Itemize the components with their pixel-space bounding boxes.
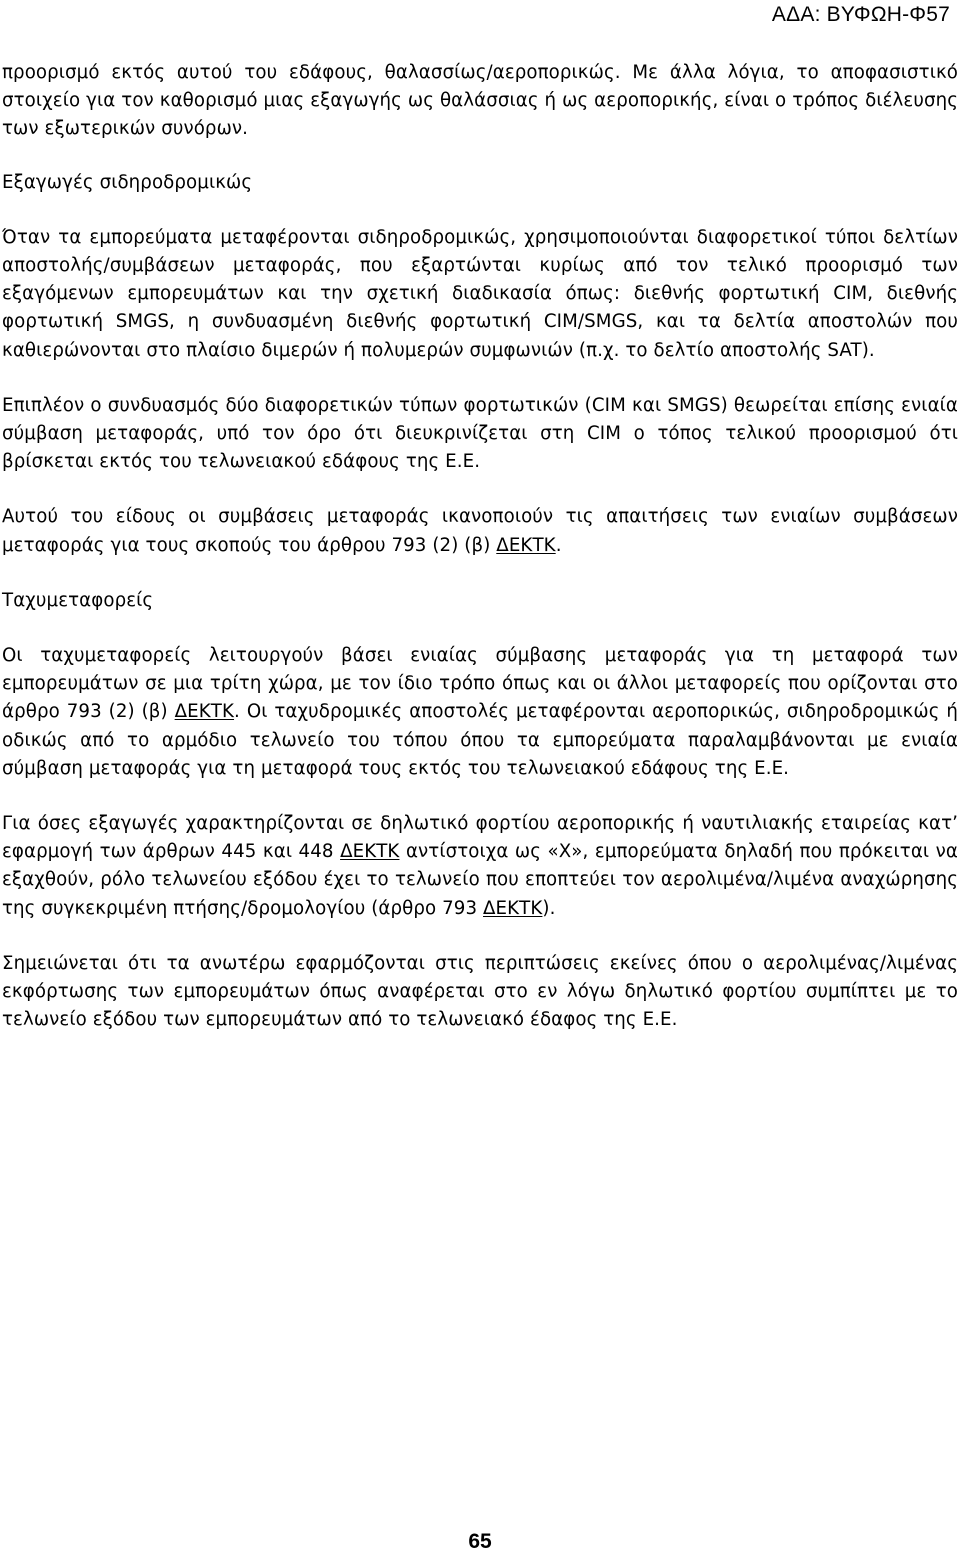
- paragraph-text: ).: [542, 897, 556, 919]
- paragraph-couriers: [2, 642, 958, 783]
- paragraph-text: .: [555, 534, 562, 556]
- dektk-reference: ΔΕΚΤΚ: [483, 897, 543, 919]
- document-ada-code: ΑΔΑ: ΒΥΦΩΗ-Φ57: [771, 3, 950, 26]
- document-body: [2, 59, 958, 1061]
- paragraph-text: Για όσες εξαγωγές χαρακτηρίζονται σε δηλωτικό φορτίου αεροπορικής ή ναυτιλιακής εταιρείας κατ’ εφαρμογή των άρθρων 445 και 448: [2, 813, 958, 863]
- paragraph-text: Αυτού του είδους οι συμβάσεις μεταφοράς ικανοποιούν τις απαιτήσεις των ενιαίων συμβάσεων μεταφοράς για τους σκοπούς του άρθρου 793 (2) (β): [2, 506, 958, 556]
- dektk-reference: ΔΕΚΤΚ: [496, 534, 556, 556]
- paragraph-export-border-crossing: προορισμό εκτός αυτού του εδάφους, θαλασσίως/αεροπορικώς. Με άλλα λόγια, το αποφασιστικό στοιχείο για τον καθορισμό μιας εξαγωγής ως θαλάσσιας ή ως αεροπορικής, είναι ο τρόπος διέλευσης των εξωτερικών συνόρων.: [2, 62, 958, 140]
- paragraph-text: . Οι ταχυδρομικές αποστολές μεταφέρονται αεροπορικώς, σιδηροδρομικώς ή οδικώς από το αρμόδιο τελωνείο του τόπου όπου τα εμπορεύματα παραλαμβάνονται με ενιαία σύμβαση μεταφοράς για τη μεταφορά τους εκτός του τελωνειακού εδάφους της Ε.Ε.: [2, 701, 958, 779]
- paragraph-cargo-manifest-exports: [2, 810, 958, 923]
- dektk-reference: ΔΕΚΤΚ: [174, 701, 235, 723]
- section-heading-rail-exports: Εξαγωγές σιδηροδρομικώς: [2, 171, 253, 193]
- paragraph-unloading-note: Σημειώνεται ότι τα ανωτέρω εφαρμόζονται στις περιπτώσεις εκείνες όπου ο αερολιμένας/λιμένας εκφόρτωσης των εμπορευμάτων όπως αναφέρεται στο εν λόγω δηλωτικό φορτίου συμπίπτει με το τελωνείο εξόδου των εμπορευμάτων από το τελωνειακό έδαφος της Ε.Ε.: [2, 952, 958, 1031]
- paragraph-single-contract-requirements: [2, 503, 958, 559]
- paragraph-text: αντίστοιχα ως «Χ», εμπορεύματα δηλαδή που πρόκειται να εξαχθούν, ρόλο τελωνείου εξόδου έχει το τελωνείο που εποπτεύει τον αερολιμένα/λιμένα αναχώρησης της συγκεκριμένη πτήσης/δρομολογίου (άρθρο 793: [2, 841, 959, 919]
- paragraph-text: Οι ταχυμεταφορείς λειτουργούν βάσει ενιαίας σύμβασης μεταφοράς για τη μεταφορά των εμπορευμάτων σε μια τρίτη χώρα, με τον ίδιο τρόπο όπως και οι άλλοι μεταφορείς που ορίζονται στο άρθρο 793 (2) (β): [2, 645, 958, 723]
- page-number: 65: [468, 1530, 492, 1553]
- dektk-reference: ΔΕΚΤΚ: [340, 841, 400, 863]
- section-heading-couriers: Ταχυμεταφορείς: [2, 589, 154, 611]
- paragraph-cim-smgs-combination: Επιπλέον ο συνδυασμός δύο διαφορετικών τύπων φορτωτικών (CIM και SMGS) θεωρείται επίσης ενιαία σύμβαση μεταφοράς, υπό τον όρο ότι διευκρινίζεται στη CIM ο τόπος τελικού προορισμού ότι βρίσκεται εκτός του τελωνειακού εδάφους της Ε.Ε.: [2, 394, 958, 473]
- paragraph-rail-consignment-notes: Όταν τα εμπορεύματα μεταφέρονται σιδηροδρομικώς, χρησιμοποιούνται διαφορετικοί τύποι δελτίων αποστολής/συμβάσεων μεταφοράς, που εξαρτώνται κυρίως από τον τελικό προορισμό των εξαγόμενων εμπορευμάτων και την σχετική διαδικασία όπως: διεθνής φορτωτική CIM, διεθνής φορτωτική SMGS, η συνδυασμένη διεθνής φορτωτική CIM/SMGS, και τα δελτία αποστολών που καθιερώνονται στο πλαίσιο διμερών ή πολυμερών συμφωνιών (π.χ. το δελτίο αποστολής SAT).: [2, 226, 958, 361]
